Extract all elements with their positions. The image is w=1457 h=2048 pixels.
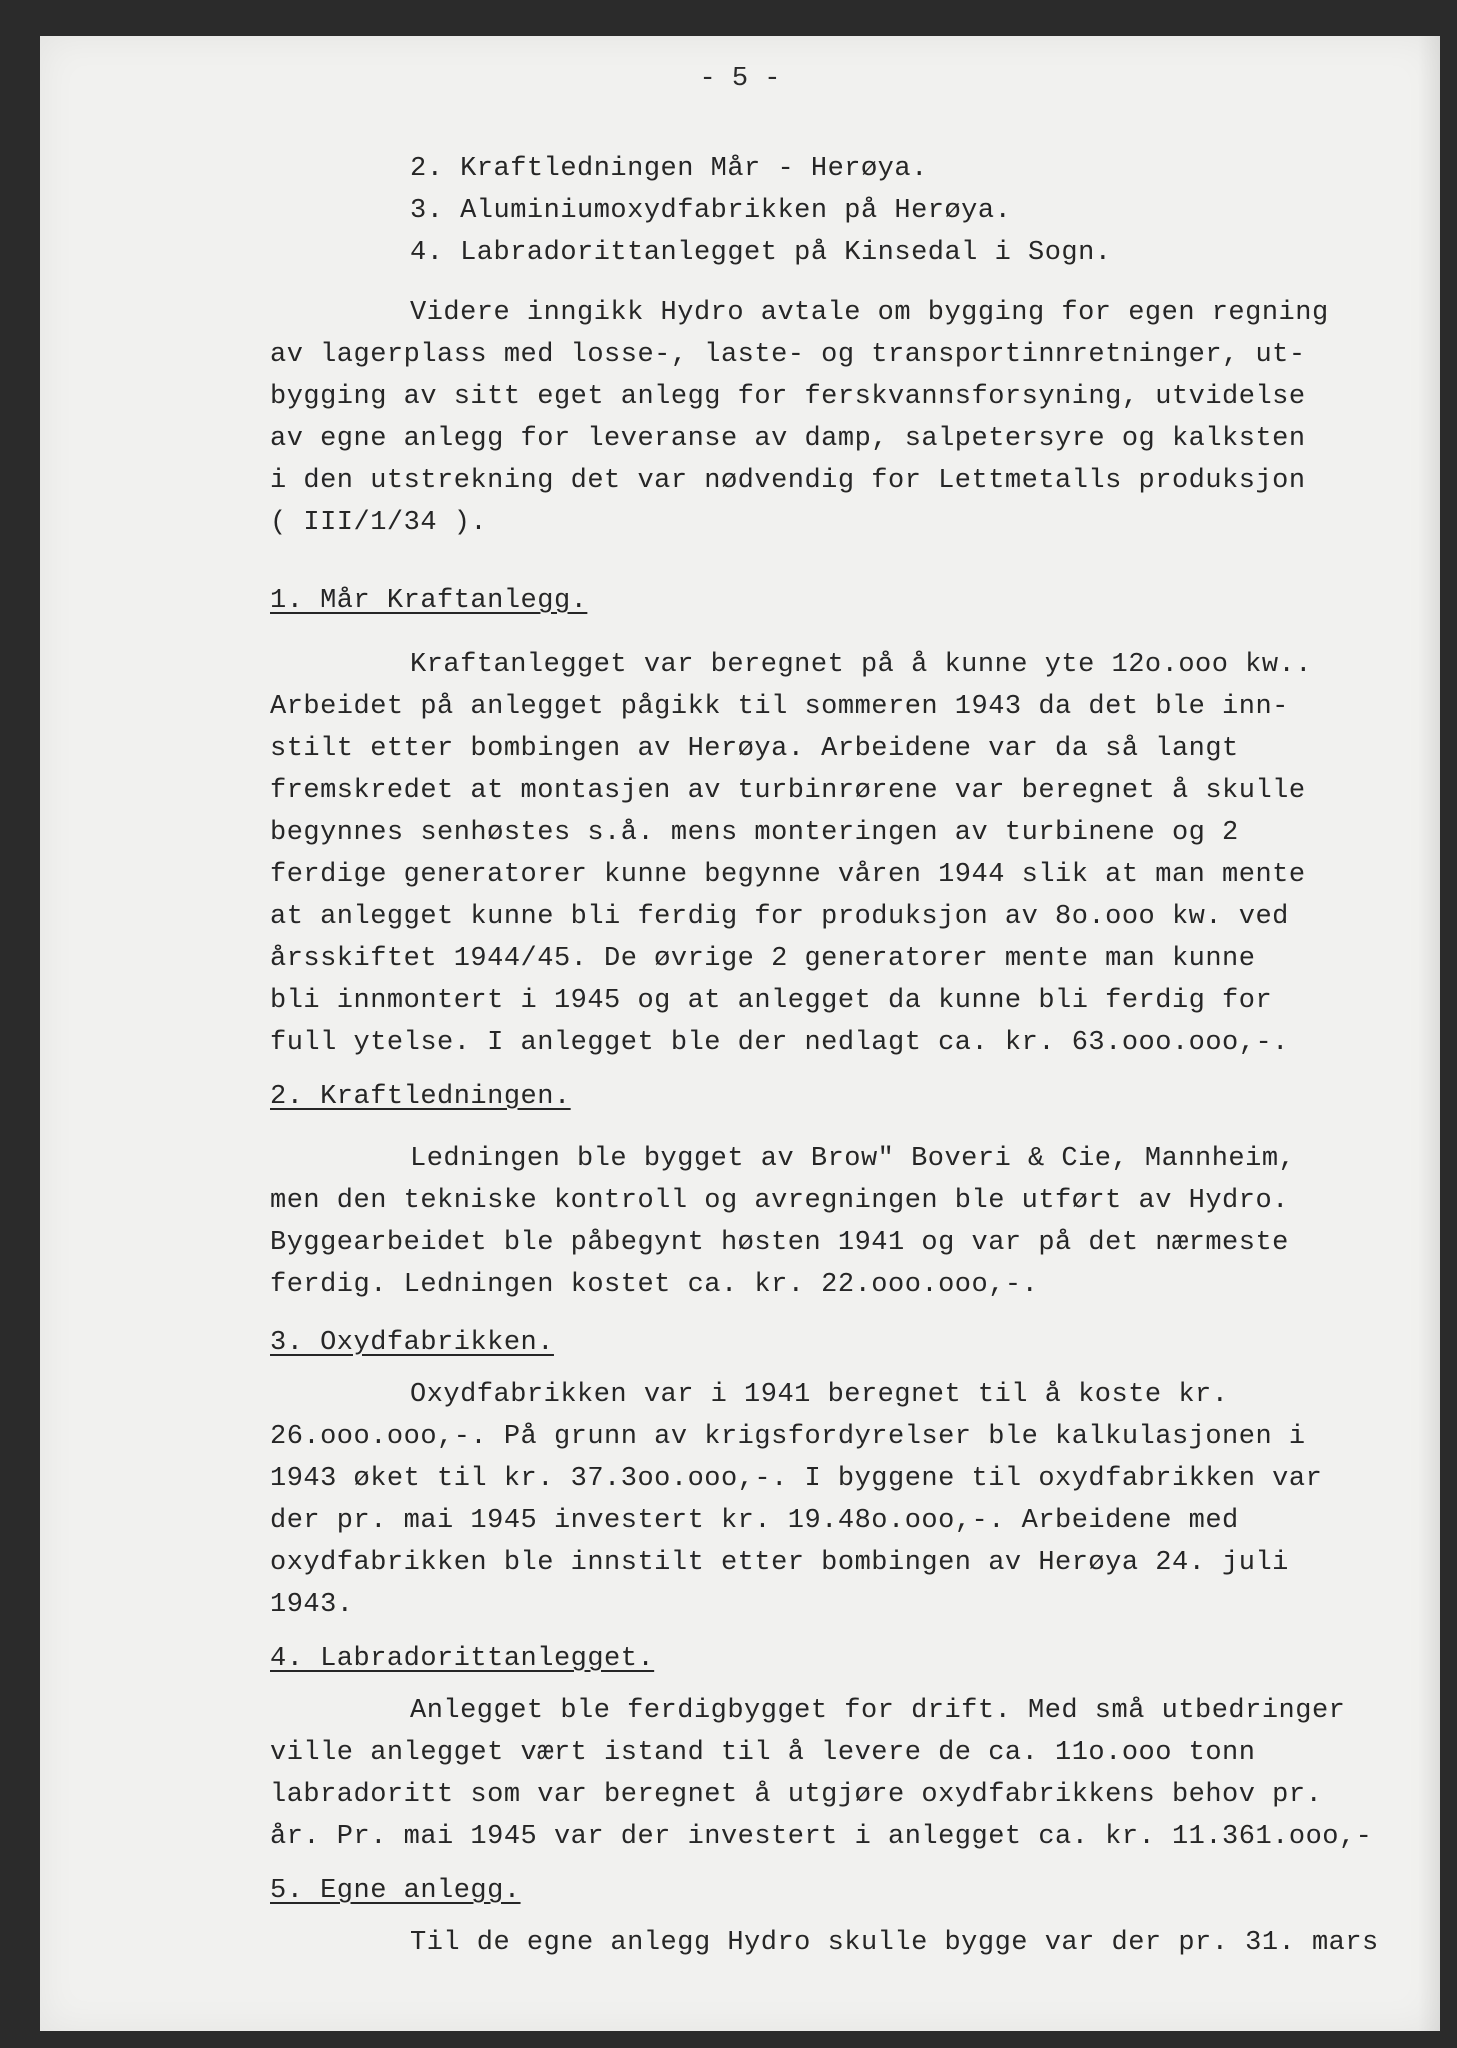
paragraph-line: 1943.: [270, 1590, 354, 1620]
paragraph-line: men den tekniske kontroll og avregningen ble utført av Hydro.: [270, 1186, 1289, 1216]
section-heading: 3. Oxydfabrikken.: [270, 1328, 554, 1358]
paragraph-line: bygging av sitt eget anlegg for ferskvannsforsyning, utvidelse: [270, 382, 1306, 412]
section-heading: 2. Kraftledningen.: [270, 1082, 571, 1112]
paragraph-line: Anlegget ble ferdigbygget for drift. Med små utbedringer: [410, 1696, 1346, 1726]
paragraph-line: labradoritt som var beregnet å utgjøre oxydfabrikkens behov pr.: [270, 1780, 1323, 1810]
paragraph-line: full ytelse. I anlegget ble der nedlagt ca. kr. 63.ooo.ooo,-.: [270, 1028, 1289, 1058]
paragraph-line: ferdige generatorer kunne begynne våren 1944 slik at man mente: [270, 860, 1306, 890]
paragraph-line: 26.ooo.ooo,-. På grunn av krigsfordyrelser ble kalkulasjonen i: [270, 1422, 1306, 1452]
document-page: [40, 36, 1440, 2031]
paragraph-line: bli innmontert i 1945 og at anlegget da kunne bli ferdig for: [270, 986, 1273, 1016]
paragraph-line: ( III/1/34 ).: [270, 508, 488, 538]
paragraph-line: Videre inngikk Hydro avtale om bygging for egen regning: [410, 298, 1329, 328]
paragraph-line: der pr. mai 1945 investert kr. 19.48o.ooo,-. Arbeidene med: [270, 1506, 1239, 1536]
paragraph-line: ferdig. Ledningen kostet ca. kr. 22.ooo.ooo,-.: [270, 1270, 1039, 1300]
page-number: - 5 -: [699, 64, 781, 94]
paragraph-line: av lagerplass med losse-, laste- og transportinnretninger, ut-: [270, 340, 1306, 370]
paragraph-line: i den utstrekning det var nødvendig for Lettmetalls produksjon: [270, 466, 1306, 496]
paragraph-line: Til de egne anlegg Hydro skulle bygge var der pr. 31. mars: [410, 1928, 1379, 1958]
paragraph-line: av egne anlegg for leveranse av damp, salpetersyre og kalksten: [270, 424, 1306, 454]
paragraph-line: stilt etter bombingen av Herøya. Arbeidene var da så langt: [270, 734, 1239, 764]
paragraph-line: at anlegget kunne bli ferdig for produksjon av 8o.ooo kw. ved: [270, 902, 1289, 932]
paragraph-line: Arbeidet på anlegget pågikk til sommeren 1943 da det ble inn-: [270, 692, 1289, 722]
paragraph-line: begynnes senhøstes s.å. mens monteringen av turbinene og 2: [270, 818, 1239, 848]
paragraph-line: fremskredet at montasjen av turbinrørene var beregnet å skulle: [270, 776, 1306, 806]
paragraph-line: år. Pr. mai 1945 var der investert i anlegget ca. kr. 11.361.ooo,-: [270, 1822, 1373, 1852]
paragraph-line: 1943 øket til kr. 37.3oo.ooo,-. I byggene til oxydfabrikken var: [270, 1464, 1323, 1494]
paragraph-line: ville anlegget vært istand til å levere de ca. 11o.ooo tonn: [270, 1738, 1256, 1768]
list-item: 2. Kraftledningen Mår - Herøya.: [410, 154, 928, 184]
section-heading: 1. Mår Kraftanlegg.: [270, 586, 588, 616]
section-heading: 5. Egne anlegg.: [270, 1876, 521, 1906]
paragraph-line: Oxydfabrikken var i 1941 beregnet til å koste kr.: [410, 1380, 1229, 1410]
paragraph-line: årsskiftet 1944/45. De øvrige 2 generatorer mente man kunne: [270, 944, 1256, 974]
paragraph-line: Byggearbeidet ble påbegynt høsten 1941 og var på det nærmeste: [270, 1228, 1289, 1258]
paragraph-line: Kraftanlegget var beregnet på å kunne yte 12o.ooo kw..: [410, 650, 1312, 680]
paragraph-line: oxydfabrikken ble innstilt etter bombingen av Herøya 24. juli: [270, 1548, 1289, 1578]
page-edge-shadow: [1418, 36, 1440, 2031]
paragraph-line: Ledningen ble bygget av Brow" Boveri & Cie, Mannheim,: [410, 1144, 1296, 1174]
list-item: 4. Labradorittanlegget på Kinsedal i Sogn.: [410, 238, 1112, 268]
list-item: 3. Aluminiumoxydfabrikken på Herøya.: [410, 196, 1012, 226]
section-heading: 4. Labradorittanlegget.: [270, 1644, 655, 1674]
